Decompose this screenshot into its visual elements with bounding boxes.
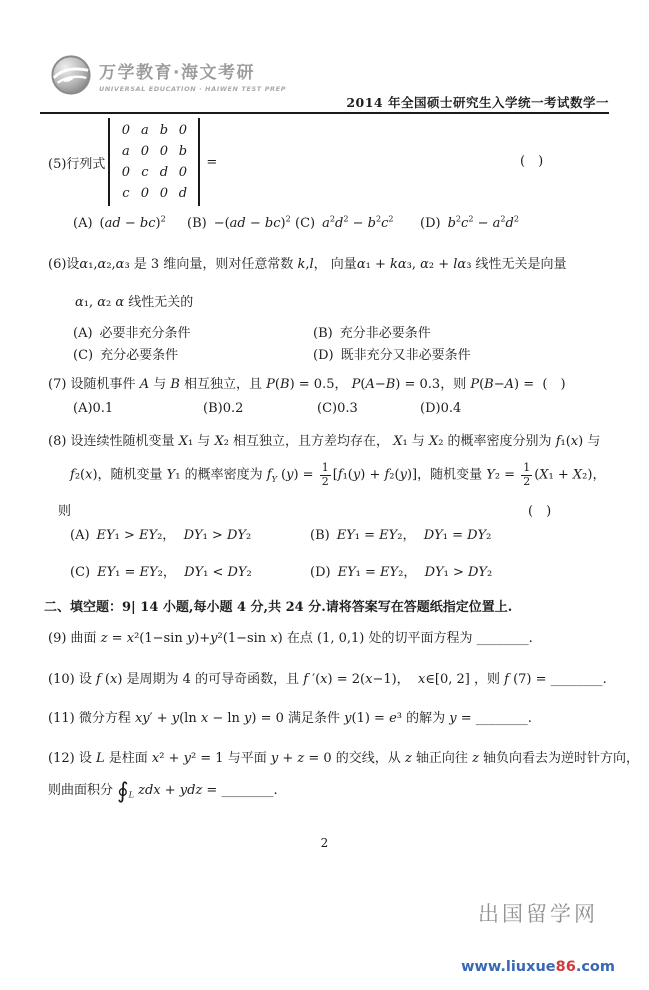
q5-answer-brackets: ( ): [520, 154, 544, 169]
option-text: 既非充分又非必要条件: [340, 348, 471, 363]
q6-options-row1: [48, 322, 609, 342]
option-label: (D): [313, 348, 334, 363]
q6-option-d: [313, 344, 471, 363]
det-cell: 0: [140, 144, 150, 159]
q5-option-a: [73, 215, 166, 231]
q7-options: [48, 401, 609, 421]
option-label: (A): [70, 528, 90, 543]
det-cell: b: [159, 123, 169, 138]
det-cell: 0: [178, 123, 188, 138]
q8-options-row1: [48, 524, 609, 544]
option-formula: (ad − bc)$^2$: [99, 215, 166, 232]
option-text: 充分必要条件: [100, 348, 179, 363]
question-6-line1: (6)设α₁,α₂,α₃ 是 3 维向量，则对任意常数 k,l， 向量α₁ + kα₃, α₂ + lα₃ 线性无关是向量: [48, 257, 567, 272]
option-label: (A): [73, 216, 93, 232]
q8-answer-brackets: ( ): [528, 504, 552, 519]
option-formula: EY₁ = EY₂， DY₁ > DY₂: [337, 565, 493, 580]
det-cell: b: [178, 144, 188, 159]
option-formula: EY₁ = EY₂， DY₁ < DY₂: [97, 565, 252, 580]
footer-site-url: [461, 959, 615, 975]
q6-option-b: [313, 322, 431, 341]
section-2-title: 二、填空题：9| 14 小题,每小题 4 分,共 24 分.请将答案写在答题纸指定位置上.: [44, 600, 513, 615]
det-cell: 0: [121, 165, 131, 180]
question-5-stem: [48, 118, 217, 206]
det-cell: 0: [159, 186, 169, 201]
option-label: (C): [73, 348, 94, 363]
option-formula: $a^2d^2 - b^2c^2$: [322, 215, 394, 232]
page-number: 2: [320, 836, 329, 850]
option-text: 必要非充分条件: [99, 326, 191, 341]
question-10-stem: (10) 设 f (x) 是周期为 4 的可导奇函数，且 f ′(x) = 2(x−1)， x∈[0, 2] ，则 f (7) = ________.: [48, 672, 607, 687]
det-cell: a: [122, 144, 130, 159]
option-label: (D): [420, 216, 441, 232]
url-part: 86: [555, 959, 576, 975]
q8-option-d: [310, 561, 492, 580]
q5-determinant: [108, 118, 200, 206]
q5-option-d: [420, 215, 519, 231]
q5-options: [48, 215, 609, 235]
globe-logo-icon: [50, 54, 92, 96]
option-label: (B): [310, 528, 330, 543]
q6-option-a: [73, 322, 191, 341]
q5-prefix: (5)行列式: [48, 156, 106, 172]
option-label: (C): [70, 565, 91, 580]
header-logo: [50, 54, 286, 96]
det-cell: 0: [140, 186, 150, 201]
q7-option-c: (C)0.3: [317, 401, 358, 416]
det-cell: d: [178, 186, 188, 201]
option-label: (D): [310, 565, 331, 580]
logo-text: [99, 58, 286, 93]
q5-option-c: [295, 215, 393, 231]
q7-option-d: (D)0.4: [420, 401, 462, 416]
q8-option-b: [310, 524, 491, 543]
question-9-stem: (9) 曲面 z = x²(1−sin y)+y²(1−sin x) 在点 (1, 0,1) 处的切平面方程为 ________.: [48, 631, 533, 646]
q8-option-a: [70, 524, 251, 543]
option-formula: EY₁ = EY₂， DY₁ = DY₂: [336, 528, 492, 543]
header-divider: [40, 112, 609, 114]
question-8-line3: 则: [58, 504, 72, 519]
question-8-line2: f₂(x)，随机变量 Y₁ 的概率密度为 $f_Y$ (y) = $\frac{1}{2}$ [f₁(y) + f₂(y)]，随机变量 Y₂ = $\frac{1}{2}$ (X₁ + X₂)，: [70, 461, 606, 488]
footer-site-logo: [461, 868, 615, 990]
question-12-line2: 则曲面积分 $∮_L$ zdx + ydz = ________.: [48, 779, 278, 804]
det-cell: d: [159, 165, 169, 180]
option-formula: EY₁ > EY₂， DY₁ > DY₂: [96, 528, 252, 543]
det-cell: c: [141, 165, 149, 180]
option-formula: $b^2c^2 - a^2d^2$: [447, 215, 519, 232]
option-text: 充分非必要条件: [339, 326, 431, 341]
det-cell: c: [122, 186, 130, 201]
question-12-line1: (12) 设 L 是柱面 x² + y² = 1 与平面 y + z = 0 的交线，从 z 轴正向往 z 轴负向看去为逆时针方向，: [48, 751, 640, 766]
q8-option-c: [70, 561, 252, 580]
question-11-stem: (11) 微分方程 xy′ + y(ln x − ln y) = 0 满足条件 y(1) = e³ 的解为 y = ________.: [48, 711, 532, 726]
url-part: www.liuxue: [461, 959, 556, 975]
url-part: .com: [575, 959, 615, 975]
option-label: (B): [187, 216, 207, 232]
q7-option-b: (B)0.2: [203, 401, 244, 416]
det-cell: 0: [121, 123, 131, 138]
option-label: (C): [295, 216, 316, 232]
q6-option-c: [73, 344, 178, 363]
question-6-line2: α₁, α₂ α 线性无关的: [75, 295, 194, 310]
logo-title: 万学教育·海文考研: [99, 62, 255, 83]
det-cell: 0: [178, 165, 188, 180]
q8-options-row2: [48, 561, 609, 581]
question-7-stem: (7) 设随机事件 A 与 B 相互独立，且 P(B) = 0.5， P(A−B) = 0.3，则 P(B−A) = ( ): [48, 377, 566, 392]
footer-site-name: 出国留学网: [478, 902, 599, 926]
q7-option-a: (A)0.1: [73, 401, 114, 416]
option-formula: −(ad − bc)$^2$: [213, 215, 291, 232]
q5-equals: =: [206, 154, 218, 170]
option-label: (A): [73, 326, 93, 341]
det-cell: a: [141, 123, 149, 138]
q6-options-row2: [48, 344, 609, 364]
logo-subtitle: UNIVERSAL EDUCATION · HAIWEN TEST PREP: [99, 84, 287, 93]
exam-title: 2014 年全国硕士研究生入学统一考试数学一: [346, 95, 609, 110]
det-cell: 0: [159, 144, 169, 159]
option-label: (B): [313, 326, 333, 341]
question-8-line1: (8) 设连续性随机变量 X₁ 与 X₂ 相互独立，且方差均存在， X₁ 与 X₂ 的概率密度分别为 f₁(x) 与: [48, 434, 601, 449]
q5-option-b: [187, 215, 291, 231]
